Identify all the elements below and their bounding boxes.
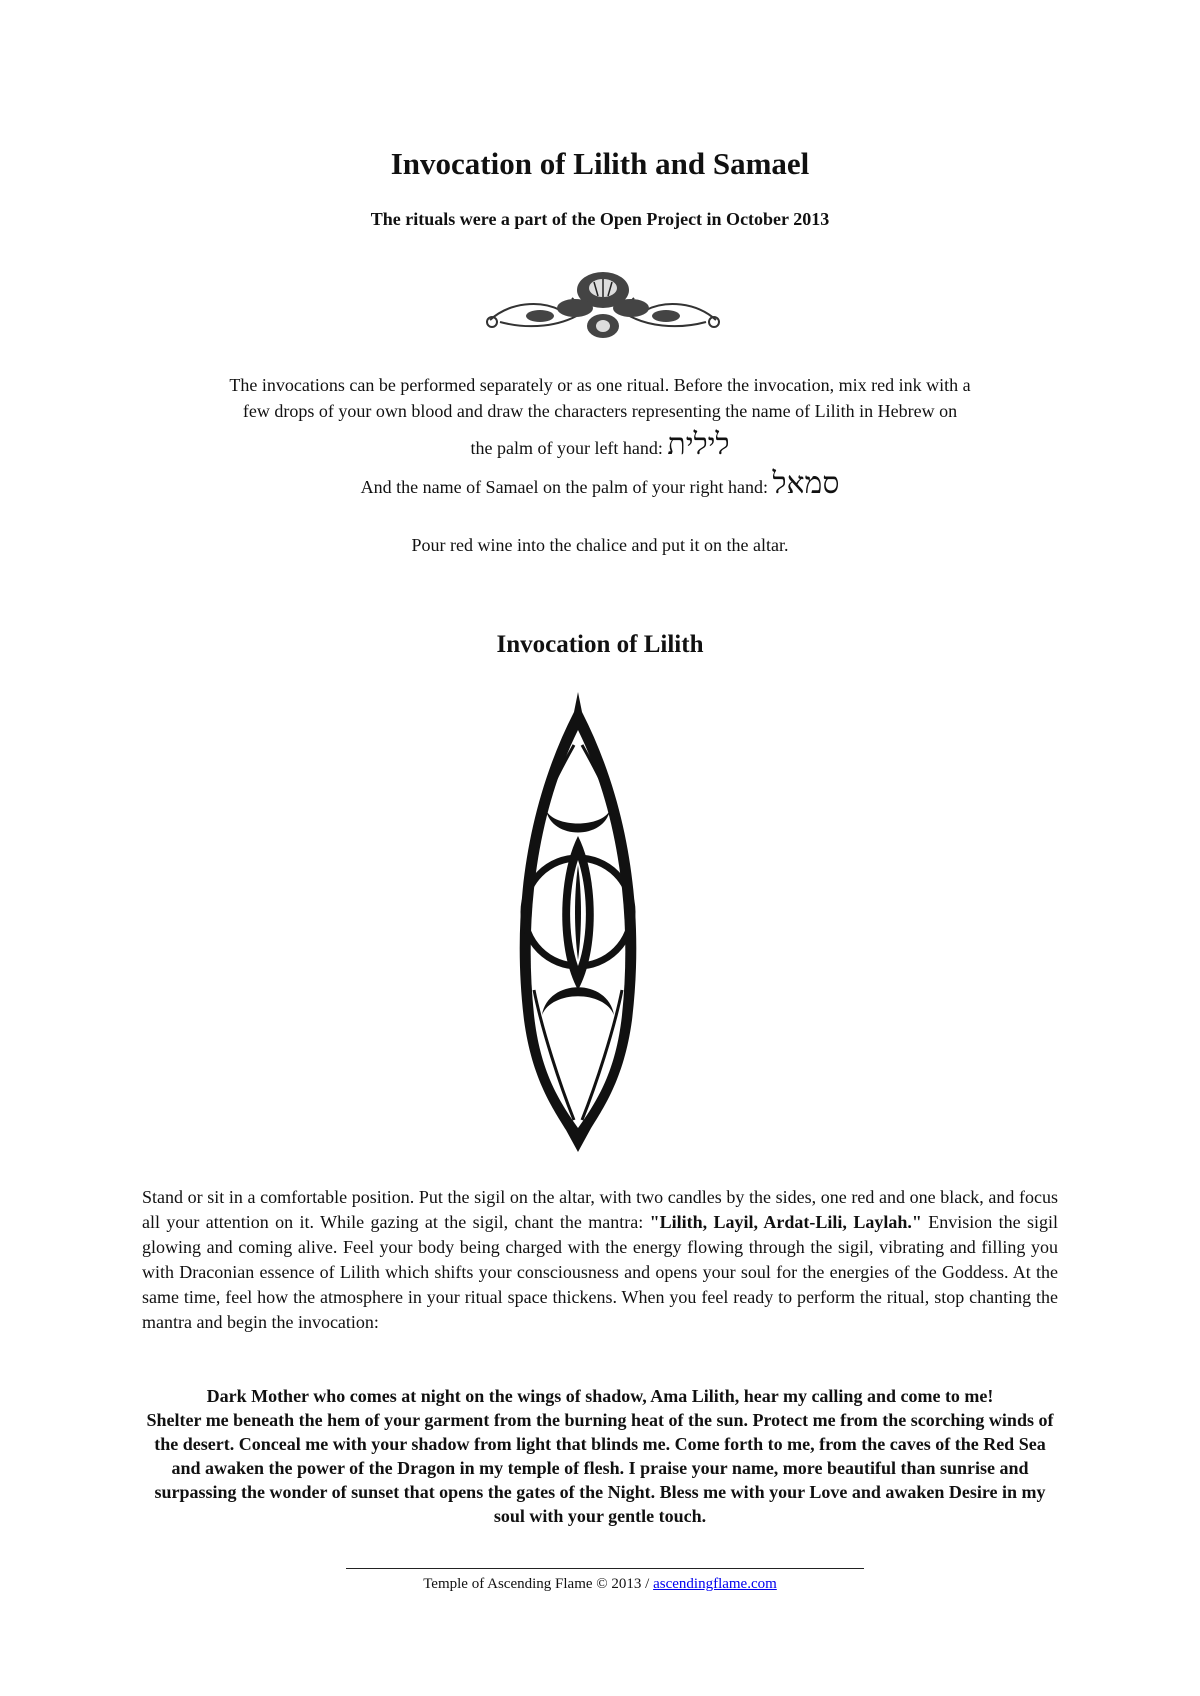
instructions-part-2: Envision the sigil glowing and coming alive. Feel your body being charged with the energy flowing through the sigil, vibrating and filling you with Draconian essence of Lilith which shifts your consciousness and opens your soul for the energies of the Goddess. At the same time, feel how the atmosphere in your ritual space thickens. When you feel ready to perform the ritual, stop chanting the mantra and begin the invocation: [142, 1212, 1058, 1332]
instructions-part-1: Stand or sit in a comfortable position. Put the sigil on the altar, with two candles by the sides, one red and one black, and focus all your attention on it. While gazing at the sigil, chant the mantra: [142, 1187, 1058, 1232]
lilith-sigil-icon [512, 690, 644, 1155]
intro-line-5: Pour red wine into the chalice and put it on the altar. [411, 535, 789, 555]
footer-text: Temple of Ascending Flame © 2013 / [423, 1576, 650, 1592]
mantra: "Lilith, Layil, Ardat-Lili, Laylah." [649, 1212, 922, 1232]
subtitle: The rituals were a part of the Open Project in October 2013 [370, 209, 830, 229]
intro-line-4: And the name of Samael on the palm of your right hand: [360, 477, 768, 497]
lilith-hebrew-name: לילית [667, 427, 730, 462]
samael-hebrew-name: סמאל [772, 466, 840, 501]
ritual-instructions [142, 1185, 1058, 1335]
page-title: Invocation of Lilith and Samael [390, 146, 810, 181]
intro-line-4-row [0, 466, 1200, 501]
intro-line-1: The invocations can be performed separately or as one ritual. Before the invocation, mix red ink with a [229, 375, 971, 395]
footer-link[interactable]: ascendingflame.com [653, 1576, 777, 1592]
prayer-paragraph-2: Shelter me beneath the hem of your garment from the burning heat of the sun. Protect me from the scorching winds of the desert. Conceal me with your shadow from light that blinds me. Come forth to me, from the caves of the Red Sea and awaken the power of the Dragon in my temple of flesh. I praise your name, more beautiful than sunrise and surpassing the wonder of sunset that opens the gates of the Night. Bless me with your Love and awaken Desire in my soul with your gentle touch. [146, 1410, 1054, 1526]
intro-line-3-row [0, 427, 1200, 462]
footer-divider [346, 1568, 864, 1569]
section-heading-block [0, 631, 1200, 659]
intro-line-3: the palm of your left hand: [470, 438, 663, 458]
invocation-prayer [142, 1384, 1058, 1528]
section-heading: Invocation of Lilith [496, 631, 704, 658]
intro-line-2: few drops of your own blood and draw the characters representing the name of Lilith in Hebrew on [242, 401, 958, 421]
footer [0, 1576, 1200, 1593]
title-block [0, 146, 1200, 182]
ornament-flourish-icon [480, 252, 726, 348]
prayer-paragraph-1: Dark Mother who comes at night on the wings of shadow, Ama Lilith, hear my calling and come to me! [206, 1386, 994, 1406]
